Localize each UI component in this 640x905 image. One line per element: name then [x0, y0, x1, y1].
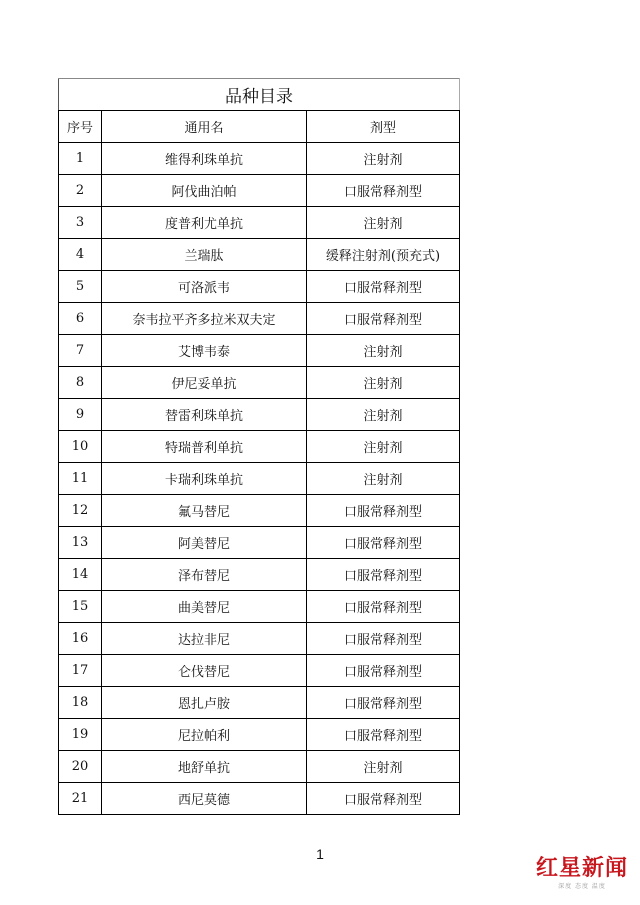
- table-row: [59, 623, 460, 655]
- header-dosage-form: 剂型: [307, 111, 460, 143]
- cell-generic-name: 可洛派韦: [102, 271, 307, 303]
- cell-index: 5: [59, 271, 102, 303]
- cell-dosage-form: 缓释注射剂(预充式): [307, 239, 460, 271]
- cell-dosage-form: 注射剂: [307, 335, 460, 367]
- cell-index: 19: [59, 719, 102, 751]
- cell-dosage-form: 口服常释剂型: [307, 175, 460, 207]
- table-row: [59, 303, 460, 335]
- cell-index: 9: [59, 399, 102, 431]
- header-row: [59, 111, 460, 143]
- cell-index: 14: [59, 559, 102, 591]
- cell-dosage-form: 口服常释剂型: [307, 719, 460, 751]
- cell-generic-name: 氟马替尼: [102, 495, 307, 527]
- cell-dosage-form: 注射剂: [307, 143, 460, 175]
- cell-index: 7: [59, 335, 102, 367]
- watermark-slogan: 深度 态度 温度: [558, 883, 606, 890]
- page-number: 1: [316, 846, 324, 862]
- table-row: [59, 335, 460, 367]
- cell-index: 16: [59, 623, 102, 655]
- cell-generic-name: 度普利尤单抗: [102, 207, 307, 239]
- cell-dosage-form: 注射剂: [307, 399, 460, 431]
- cell-dosage-form: 口服常释剂型: [307, 783, 460, 815]
- watermark-logo: [536, 855, 628, 893]
- cell-index: 12: [59, 495, 102, 527]
- table-row: [59, 367, 460, 399]
- table-row: [59, 175, 460, 207]
- table-row: [59, 655, 460, 687]
- table-row: [59, 559, 460, 591]
- cell-index: 6: [59, 303, 102, 335]
- table-row: [59, 591, 460, 623]
- cell-generic-name: 伊尼妥单抗: [102, 367, 307, 399]
- title-row: [59, 79, 460, 111]
- cell-generic-name: 奈韦拉平齐多拉米双夫定: [102, 303, 307, 335]
- table-row: [59, 495, 460, 527]
- table-row: [59, 431, 460, 463]
- cell-dosage-form: 口服常释剂型: [307, 687, 460, 719]
- table-row: [59, 271, 460, 303]
- cell-index: 15: [59, 591, 102, 623]
- cell-index: 11: [59, 463, 102, 495]
- cell-dosage-form: 注射剂: [307, 207, 460, 239]
- cell-generic-name: 曲美替尼: [102, 591, 307, 623]
- table-row: [59, 143, 460, 175]
- cell-dosage-form: 口服常释剂型: [307, 271, 460, 303]
- cell-dosage-form: 口服常释剂型: [307, 303, 460, 335]
- cell-generic-name: 特瑞普利单抗: [102, 431, 307, 463]
- table-row: [59, 687, 460, 719]
- table-row: [59, 719, 460, 751]
- cell-dosage-form: 口服常释剂型: [307, 591, 460, 623]
- table-title: 品种目录: [59, 79, 460, 111]
- cell-index: 1: [59, 143, 102, 175]
- cell-index: 2: [59, 175, 102, 207]
- watermark-brand: 红星新闻: [536, 855, 629, 881]
- cell-generic-name: 艾博韦泰: [102, 335, 307, 367]
- cell-index: 10: [59, 431, 102, 463]
- drug-catalog-table: [58, 78, 460, 815]
- cell-index: 21: [59, 783, 102, 815]
- cell-generic-name: 阿美替尼: [102, 527, 307, 559]
- cell-index: 18: [59, 687, 102, 719]
- cell-generic-name: 维得利珠单抗: [102, 143, 307, 175]
- cell-dosage-form: 口服常释剂型: [307, 655, 460, 687]
- cell-index: 8: [59, 367, 102, 399]
- cell-dosage-form: 口服常释剂型: [307, 495, 460, 527]
- cell-dosage-form: 口服常释剂型: [307, 623, 460, 655]
- cell-generic-name: 西尼莫德: [102, 783, 307, 815]
- cell-generic-name: 尼拉帕利: [102, 719, 307, 751]
- table-row: [59, 783, 460, 815]
- cell-dosage-form: 口服常释剂型: [307, 559, 460, 591]
- cell-generic-name: 兰瑞肽: [102, 239, 307, 271]
- cell-dosage-form: 注射剂: [307, 463, 460, 495]
- cell-generic-name: 达拉非尼: [102, 623, 307, 655]
- cell-generic-name: 阿伐曲泊帕: [102, 175, 307, 207]
- table-row: [59, 239, 460, 271]
- cell-index: 20: [59, 751, 102, 783]
- cell-index: 17: [59, 655, 102, 687]
- cell-dosage-form: 注射剂: [307, 431, 460, 463]
- table-row: [59, 207, 460, 239]
- cell-generic-name: 地舒单抗: [102, 751, 307, 783]
- cell-generic-name: 恩扎卢胺: [102, 687, 307, 719]
- cell-index: 4: [59, 239, 102, 271]
- cell-generic-name: 仑伐替尼: [102, 655, 307, 687]
- table-body: [59, 143, 460, 815]
- cell-index: 3: [59, 207, 102, 239]
- table-row: [59, 399, 460, 431]
- cell-dosage-form: 注射剂: [307, 751, 460, 783]
- cell-dosage-form: 口服常释剂型: [307, 527, 460, 559]
- table-row: [59, 463, 460, 495]
- cell-generic-name: 泽布替尼: [102, 559, 307, 591]
- table-row: [59, 751, 460, 783]
- cell-generic-name: 替雷利珠单抗: [102, 399, 307, 431]
- header-index: 序号: [59, 111, 102, 143]
- cell-generic-name: 卡瑞利珠单抗: [102, 463, 307, 495]
- table-row: [59, 527, 460, 559]
- cell-index: 13: [59, 527, 102, 559]
- header-generic-name: 通用名: [102, 111, 307, 143]
- cell-dosage-form: 注射剂: [307, 367, 460, 399]
